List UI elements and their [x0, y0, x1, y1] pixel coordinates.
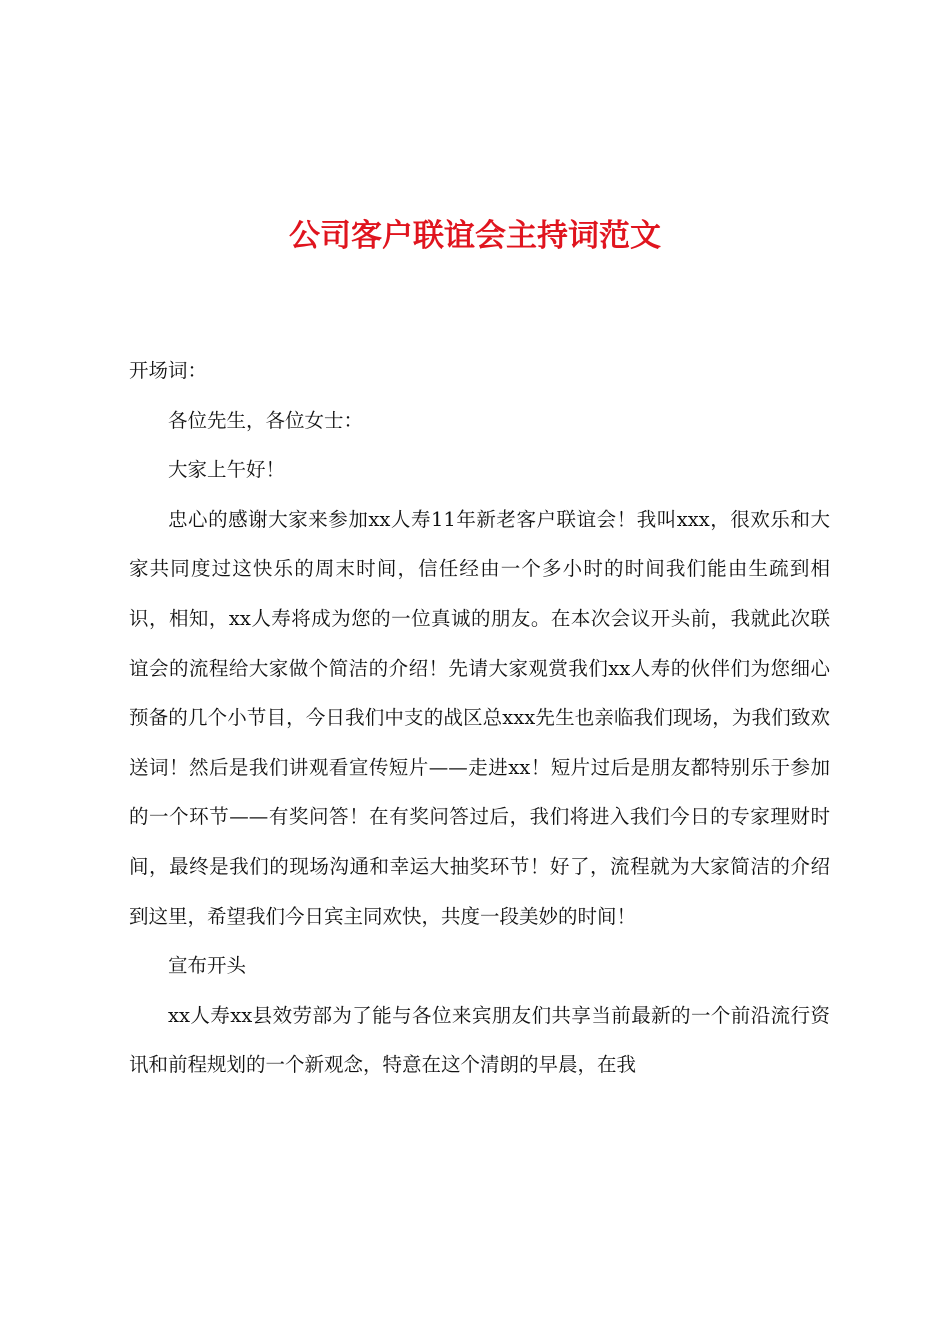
- paragraph-service-dept: xx人寿xx县效劳部为了能与各位来宾朋友们共享当前最新的一个前沿流行资讯和前程规划的一个新观念，特意在这个清朗的早晨，在我: [129, 1003, 830, 1077]
- paragraph-opening-label: 开场词：: [129, 359, 208, 382]
- document-body: [129, 346, 830, 1090]
- paragraph-good-morning: 大家上午好！: [168, 458, 286, 482]
- paragraph-greeting: 各位先生，各位女士：: [168, 408, 364, 432]
- paragraph-intro: 忠心的感谢大家来参加xx人寿11年新老客户联谊会！我叫xxx，很欢乐和大家共同度过这快乐的周末时间，信任经由一个多小时的时间我们能由生疏到相识，相知，xx人寿将成为您的一位真诚的朋友。在本次会议开头前，我就此次联谊会的流程给大家做个简洁的介绍！先请大家观赏我们xx人寿的伙伴们为您细心预备的几个小节目，今日我们中支的战区总xxx先生也亲临我们现场，为我们致欢送词！然后是我们讲观看宣传短片——走进xx！短片过后是朋友都特别乐于参加的一个环节——有奖问答！在有奖问答过后，我们将进入我们今日的专家理财时间，最终是我们的现场沟通和幸运大抽奖环节！好了，流程就为大家简洁的介绍到这里，希望我们今日宾主同欢快，共度一段美妙的时间！: [129, 507, 830, 928]
- paragraph-announce-start: 宣布开头: [168, 954, 247, 978]
- document-title: 公司客户联谊会主持词范文: [289, 218, 661, 254]
